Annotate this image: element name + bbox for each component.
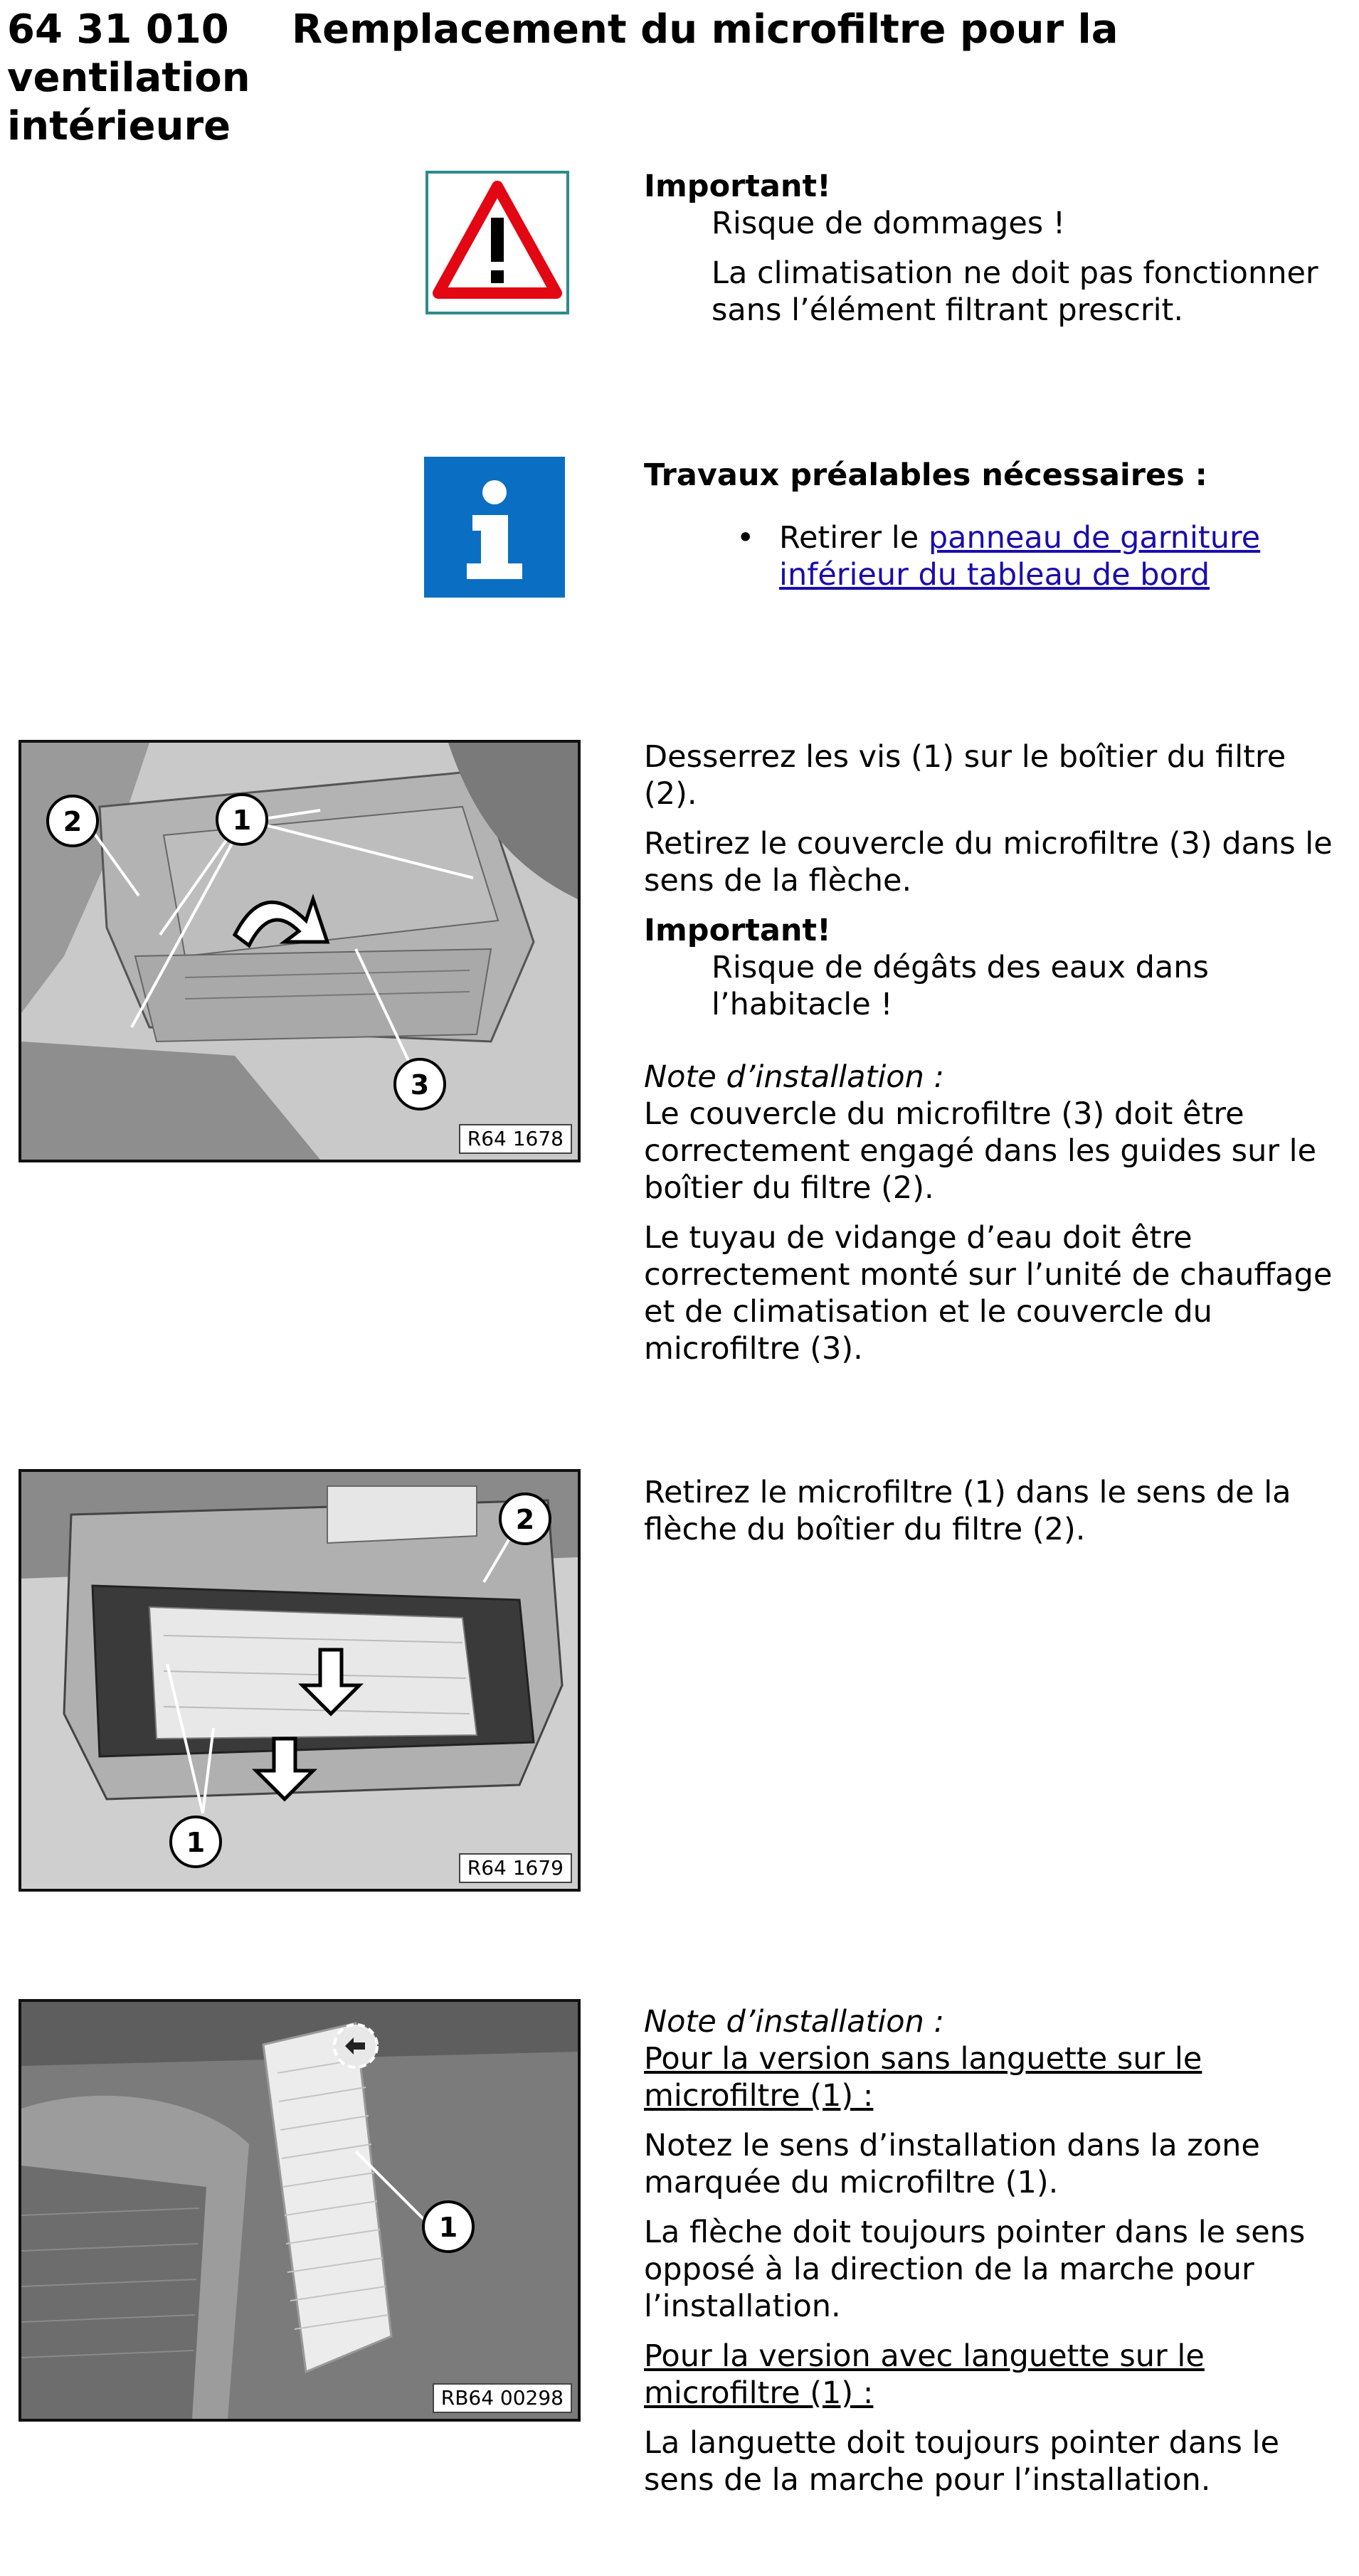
step1-callout-1: 1	[232, 805, 252, 836]
bullet-dot-icon: •	[736, 520, 755, 556]
step1-note-p2: Le tuyau de vidange d’eau doit être correctement monté sur l’unité de chauffage et de climatisation et le couvercle du microfiltre (3).	[644, 1220, 1333, 1367]
info-bullet	[644, 519, 1341, 593]
title-line1: Remplacement du microfiltre pour la ventilation	[7, 6, 1119, 101]
info-icon	[424, 457, 565, 598]
step1-callout-3: 3	[410, 1069, 430, 1101]
step1-image-ref: R64 1678	[459, 1124, 572, 1154]
step3-image	[18, 1999, 581, 2422]
step1-p1: Desserrez les vis (1) sur le boîtier du filtre (2).	[644, 739, 1286, 812]
warning-label: Important!	[644, 169, 831, 204]
step1-text	[644, 738, 1348, 1380]
step3-text	[644, 2003, 1345, 2511]
step1-note-label: Note d’installation :	[644, 1059, 945, 1095]
warning-line1: Risque de dommages !	[712, 206, 1066, 241]
warning-triangle-icon	[425, 171, 569, 314]
step1-important-label: Important!	[644, 913, 831, 948]
page-title	[7, 6, 1345, 151]
step2-p1: Retirez le microfiltre (1) dans le sens de la flèche du boîtier du filtre (2).	[644, 1475, 1291, 1547]
dashboard-trim-link[interactable]: panneau de garniture inférieur du tableau de bord	[779, 520, 1261, 593]
step2-image-ref: R64 1679	[459, 1853, 572, 1883]
step1-important-text: Risque de dégâts des eaux dans l’habitacle !	[712, 950, 1209, 1022]
repair-code: 64 31 010	[7, 6, 229, 53]
step1-image	[18, 740, 581, 1162]
step1-callout-2: 2	[63, 806, 83, 837]
title-line2: intérieure	[7, 103, 231, 149]
step3-note-label: Note d’installation :	[644, 2004, 945, 2040]
info-heading: Travaux préalables nécessaires :	[644, 457, 1207, 493]
warning-block	[644, 168, 1348, 341]
step3-version1-p1: Notez le sens d’installation dans la zone marquée du microfiltre (1).	[644, 2128, 1260, 2200]
step3-image-ref: RB64 00298	[433, 2383, 572, 2413]
step3-version2-heading: Pour la version avec languette sur le microfiltre (1) :	[644, 2338, 1205, 2411]
warning-line2: La climatisation ne doit pas fonctionner sans l’élément filtrant prescrit.	[712, 255, 1318, 328]
step3-callout-1: 1	[438, 2212, 458, 2243]
step2-image	[18, 1469, 581, 1892]
step2-text	[644, 1474, 1334, 1561]
step2-callout-1: 1	[186, 1827, 206, 1858]
step3-version2-p1: La languette doit toujours pointer dans le sens de la marche pour l’installation.	[644, 2425, 1279, 2498]
step3-version1-p2: La flèche doit toujours pointer dans le sens opposé à la direction de la marche pour l’installation.	[644, 2215, 1306, 2324]
info-block	[644, 457, 1341, 593]
step1-note-p1: Le couvercle du microfiltre (3) doit être correctement engagé dans les guides sur le boîtier du filtre (2).	[644, 1096, 1317, 1206]
bullet-prefix: Retirer le	[779, 520, 929, 556]
step3-version1-heading: Pour la version sans languette sur le microfiltre (1) :	[644, 2041, 1202, 2114]
step2-callout-2: 2	[515, 1504, 535, 1535]
bullet-text	[779, 519, 1341, 593]
step1-p2: Retirez le couvercle du microfiltre (3) dans le sens de la flèche.	[644, 826, 1333, 899]
